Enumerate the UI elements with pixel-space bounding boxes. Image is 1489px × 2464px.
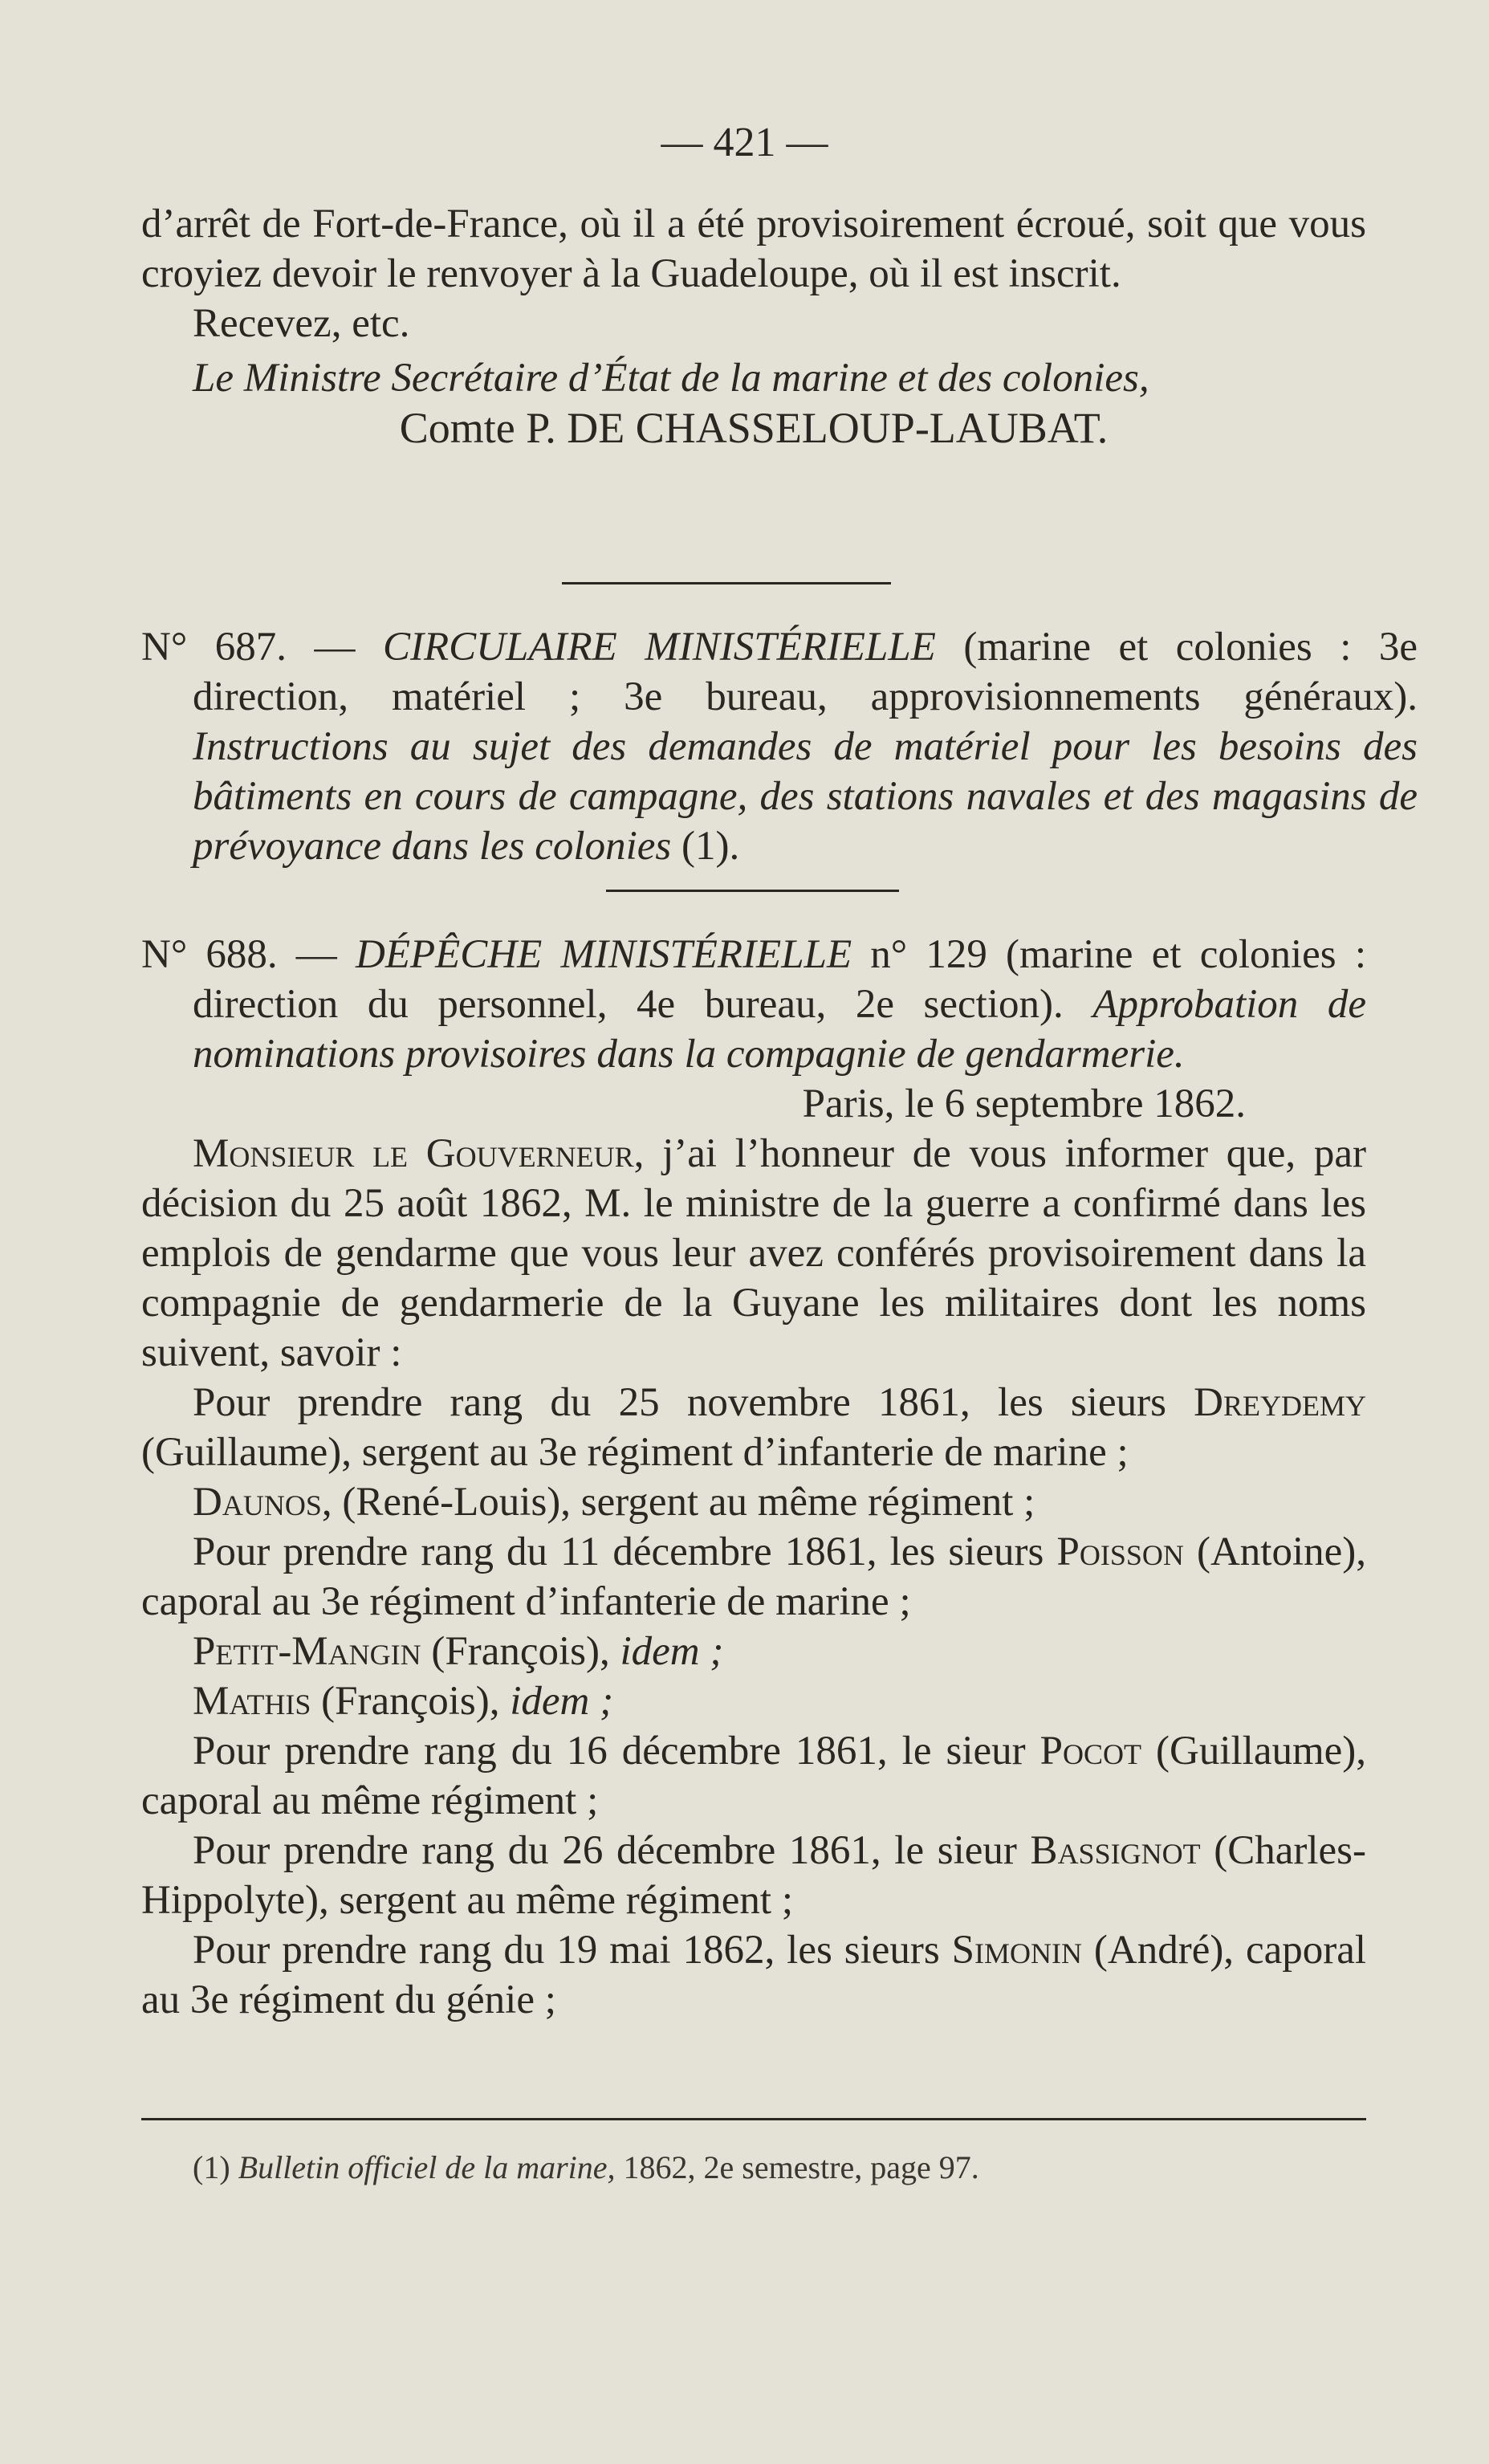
dispatch-date: Paris, le 6 septembre 1862. (802, 1081, 1246, 1126)
list-item: Pour prendre rang du 16 décembre 1861, le sieur Pocot (Guillaume), caporal au même régiment ; (141, 1729, 1367, 1823)
entry-type: DÉPÊCHE MINISTÉRIELLE (355, 932, 852, 977)
entry-688 (141, 930, 1366, 2025)
person-name: Mathis (193, 1679, 311, 1724)
footnote-rule (141, 2118, 1366, 2120)
person-name: Bassignot (1030, 1828, 1201, 1873)
person-name: Daunos, (193, 1480, 332, 1525)
list-item: Mathis (François), idem ; (193, 1679, 614, 1724)
closing-formula: Recevez, etc. (193, 301, 410, 346)
top-section (141, 199, 1366, 453)
list-item: Daunos, (René-Louis), sergent au même régiment ; (193, 1480, 1035, 1525)
footnote-text: 1862, 2e semestre, page 97. (623, 2149, 979, 2185)
person-name: Simonin (951, 1928, 1082, 1973)
entry-details: n° 129 (marine et colonies : direction du personnel, 4e bureau, 2e section). (193, 932, 1366, 1027)
continuation-paragraph: d’arrêt de Fort-de-France, où il a été provisoirement écroué, soit que vous croyiez devoir le renvoyer à la Guadeloupe, où il est inscrit. (141, 202, 1366, 296)
separator-rule (606, 890, 899, 892)
signatory-title: Le Ministre Secrétaire d’État de la marine et des colonies, (193, 356, 1149, 401)
person-name: Dreydemy (1194, 1380, 1366, 1425)
entry-details: (marine et colonies : 3e direction, matériel ; 3e bureau, approvisionnements généraux). (193, 625, 1418, 719)
person-name: Pocot (1039, 1729, 1141, 1774)
salutation: Monsieur le Gouverneur, (193, 1131, 645, 1176)
list-item: Petit-Mangin (François), idem ; (193, 1629, 724, 1674)
dispatch-paragraph: j’ai l’honneur de vous informer que, par décision du 25 août 1862, M. le ministre de la guerre a confirmé dans les emplois de gendarme que vous leur avez conférés provisoirement dans la compagnie de gendarmerie de la Guyane les militaires dont les noms suivent, savoir : (141, 1131, 1366, 1375)
entry-number: N° 687. — (141, 625, 356, 670)
entry-687 (141, 622, 1418, 871)
signatory-name: Comte P. DE CHASSELOUP-LAUBAT. (399, 404, 1109, 452)
page-number: — 421 — (661, 120, 828, 165)
list-item: Pour prendre rang du 25 novembre 1861, les sieurs Dreydemy (Guillaume), sergent au 3e régiment d’infanterie de marine ; (141, 1380, 1366, 1475)
entry-subject: Instructions au sujet des demandes de matériel pour les besoins des bâtiments en cours de campagne, des stations navales et des magasins de prévoyance dans les colonies (193, 724, 1418, 869)
entry-type: CIRCULAIRE MINISTÉRIELLE (382, 625, 936, 670)
list-item: Pour prendre rang du 26 décembre 1861, le sieur Bassignot (Charles-Hippolyte), sergent au même régiment ; (141, 1828, 1367, 1923)
list-item: Pour prendre rang du 11 décembre 1861, les sieurs Poisson (Antoine), caporal au 3e régiment d’infanterie de marine ; (141, 1529, 1367, 1624)
footnote-reference: (1). (681, 824, 740, 869)
entry-subject: Approbation de nominations provisoires dans la compagnie de gendarmerie. (193, 982, 1367, 1077)
entry-number: N° 688. — (141, 932, 337, 977)
footnote (141, 2148, 1366, 2187)
person-name: Poisson (1056, 1529, 1184, 1574)
list-item: Pour prendre rang du 19 mai 1862, les sieurs Simonin (André), caporal au 3e régiment du génie ; (141, 1928, 1367, 2022)
footnote-source: Bulletin officiel de la marine, (238, 2149, 616, 2185)
person-name: Petit-Mangin (193, 1629, 421, 1674)
separator-rule (562, 582, 891, 584)
footnote-mark: (1) (193, 2149, 230, 2185)
